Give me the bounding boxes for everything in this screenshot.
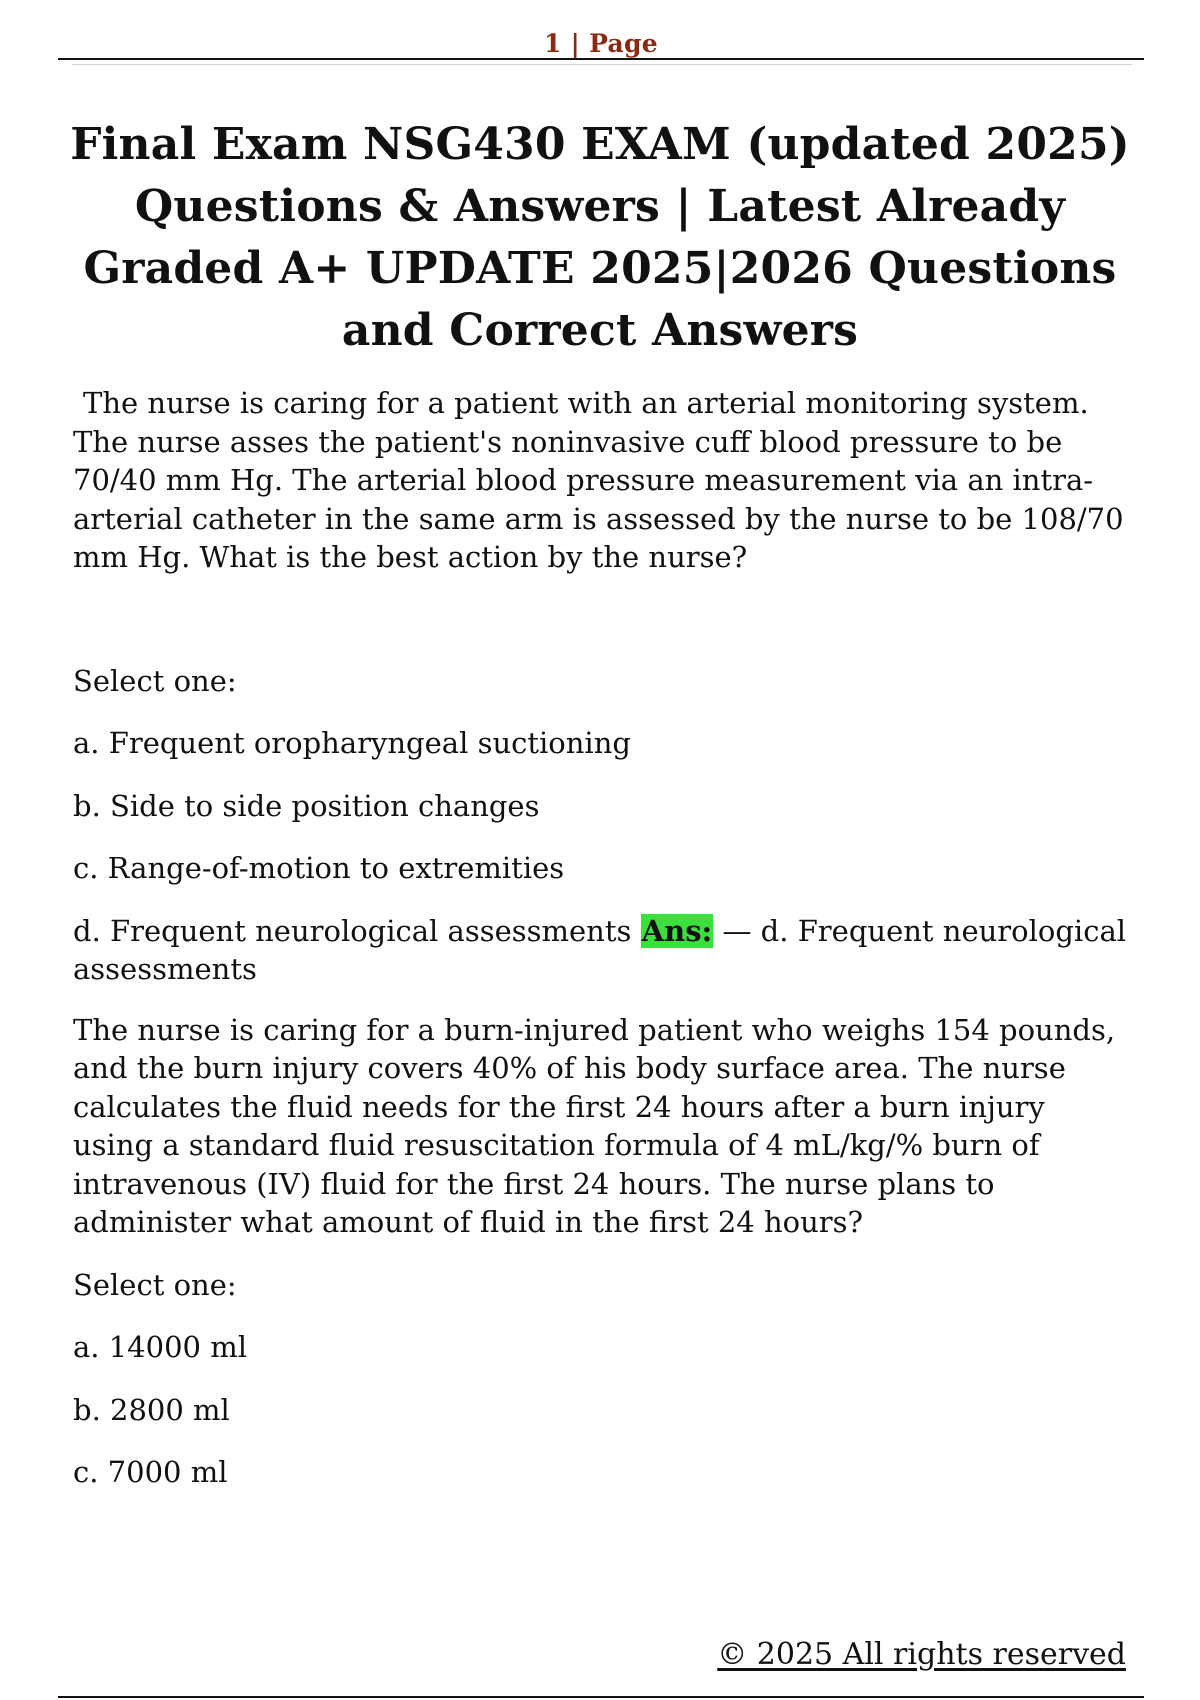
header-divider	[72, 64, 1132, 65]
option-c: c. 7000 ml	[73, 1455, 228, 1489]
document-title: Final Exam NSG430 EXAM (updated 2025) Questions & Answers | Latest Already Graded A+ UPDATE 2025|2026 Questions and Correct Answers	[70, 119, 1130, 356]
option-a: a. 14000 ml	[73, 1330, 247, 1364]
select-one-label: Select one:	[73, 663, 237, 698]
footer-divider	[58, 1696, 1144, 1698]
page-header	[58, 22, 1144, 60]
option-a: a. Frequent oropharyngeal suctioning	[73, 726, 631, 760]
answer-label: Ans:	[641, 913, 713, 948]
question-2	[73, 1011, 1133, 1492]
question-1	[73, 384, 1133, 989]
page-number-label: 1 | Page	[543, 29, 658, 58]
select-one-label: Select one:	[73, 1267, 237, 1302]
question-text: The nurse is caring for a patient with an arterial monitoring system. The nurse asses the patient's noninvasive cuff blood pressure to be 70/40 mm Hg. The arterial blood pressure measurement via an intra-arterial catheter in the same arm is assessed by the nurse to be 108/70 mm Hg. What is the best action by the nurse?	[73, 386, 1124, 574]
option-b: b. Side to side position changes	[73, 788, 540, 823]
option-c: c. Range-of-motion to extremities	[73, 851, 565, 885]
option-b: b. 2800 ml	[73, 1392, 230, 1427]
document-body	[73, 384, 1133, 1492]
question-text: The nurse is caring for a burn-injured patient who weighs 154 pounds, and the burn injury covers 40% of his body surface area. The nurse calculates the fluid needs for the first 24 hours after a burn injury using a standard fluid resuscitation formula of 4 mL/kg/% burn of intravenous (IV) fluid for the first 24 hours. The nurse plans to administer what amount of fluid in the first 24 hours?	[73, 1012, 1116, 1239]
answer-text: — d. Frequent neurological assessments	[73, 913, 1127, 986]
copyright-notice: © 2025 All rights reserved	[717, 1637, 1126, 1672]
option-d-with-answer	[73, 912, 1133, 989]
option-d: d. Frequent neurological assessments	[73, 913, 632, 948]
